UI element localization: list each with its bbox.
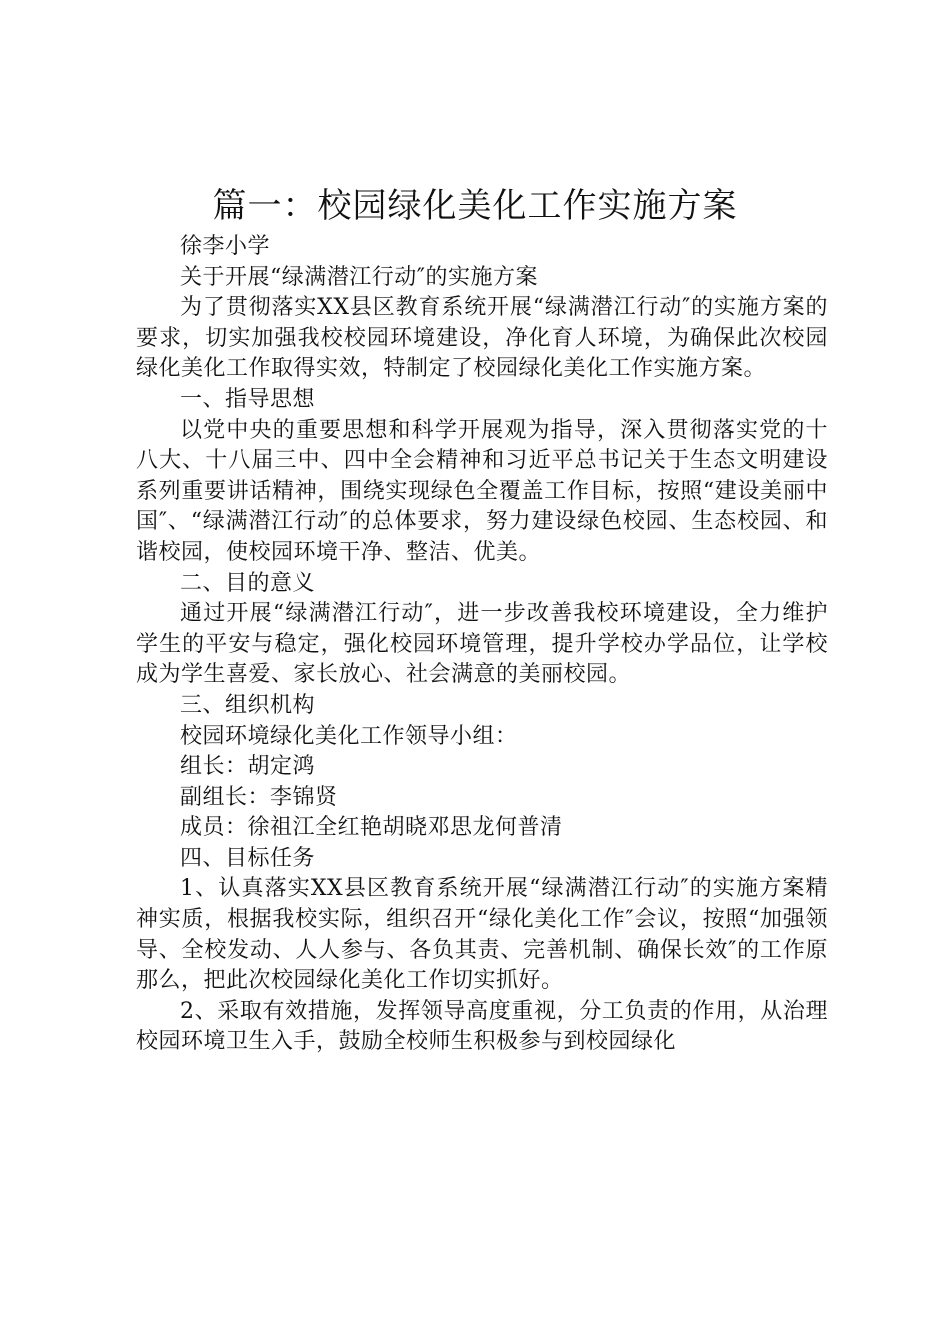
school-name: 徐李小学	[180, 234, 271, 259]
document-body	[136, 232, 828, 1058]
guiding-thought-paragraph: 以党中央的重要思想和科学开展观为指导，深入贯彻落实党的十八大、十八届三中、四中全会精神和习近平总书记关于生态文明建设系列重要讲话精神，围绕实现绿色全覆盖工作目标，按照“建设美丽中国″、“绿满潜江行动″的总体要求，努力建设绿色校园、生态校园、和谐校园，使校园环境干净、整洁、优美。	[136, 417, 828, 565]
section-heading-tasks: 四、目标任务	[180, 845, 316, 871]
leading-group-line: 校园环境绿化美化工作领导小组：	[180, 723, 518, 749]
members-line: 成员：徐祖江全红艳胡晓邓思龙何普清	[180, 815, 563, 841]
section-heading-organization: 三、组织机构	[180, 692, 316, 718]
task-item-1: 1、认真落实XX县区教育系统开展“绿满潜江行动″的实施方案精神实质，根据我校实际，组织召开“绿化美化工作″会议，按照“加强领导、全校发动、人人参与、各负其责、完善机制、确保长效″的工作原那么，把此次校园绿化美化工作切实抓好。	[136, 876, 828, 994]
section-heading-purpose: 二、目的意义	[180, 570, 316, 596]
deputy-leader-line: 副组长：李锦贤	[180, 784, 338, 810]
document-title: 篇一：校园绿化美化工作实施方案	[212, 186, 738, 226]
plan-subtitle: 关于开展“绿满潜江行动″的实施方案	[180, 264, 538, 290]
section-heading-guiding-thought: 一、指导思想	[180, 386, 316, 412]
task-item-2: 2、采取有效措施，发挥领导高度重视，分工负责的作用，从治理校园环境卫生入手，鼓励全校师生积极参与到校园绿化	[136, 998, 828, 1055]
intro-paragraph: 为了贯彻落实XX县区教育系统开展“绿满潜江行动″的实施方案的要求，切实加强我校校园环境建设，净化育人环境，为确保此次校园绿化美化工作取得实效，特制定了校园绿化美化工作实施方案。	[136, 295, 828, 382]
group-leader-line: 组长：胡定鸿	[180, 754, 316, 780]
purpose-paragraph: 通过开展“绿满潜江行动″，进一步改善我校环境建设，全力维护学生的平安与稳定，强化校园环境管理，提升学校办学品位，让学校成为学生喜爱、家长放心、社会满意的美丽校园。	[136, 601, 828, 688]
